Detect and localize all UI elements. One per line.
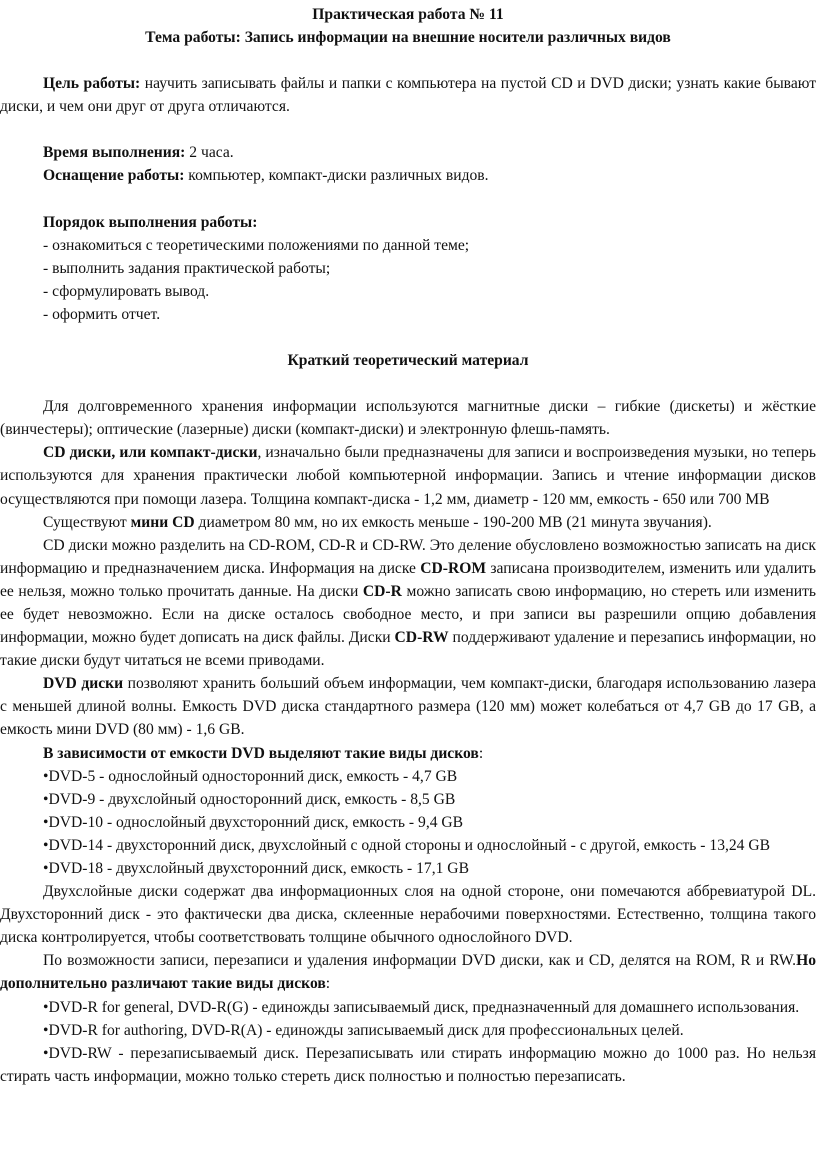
cd-term: CD диски, или компакт-диски <box>43 444 258 462</box>
bullet-icon: • <box>43 767 49 785</box>
list-item-text: DVD-RW - перезаписываемый диск. Перезаписывать или стирать информацию можно до 1000 раз. Но нельзя стирать часть информации, можно только стереть диск полностью и полностью перезаписать. <box>0 1044 816 1085</box>
rw-types-colon: : <box>325 975 331 993</box>
theory-paragraph-dual-layer: Двухслойные диски содержат два информационных слоя на одной стороне, они помечаются аббревиатурой DL. Двухсторонний диск - это фактически два диска, склеенные нерабочими поверхностями. Естественно, толщина такого диска контролируется, чтобы соответствовать толщине обычного однослойного DVD. <box>0 883 816 947</box>
dvd-term: DVD диски <box>43 675 124 693</box>
list-item <box>0 1019 816 1042</box>
bullet-icon: • <box>43 813 49 831</box>
dvd-types-colon: : <box>478 744 484 762</box>
list-item-text: DVD-R for authoring, DVD-R(A) - единожды записываемый диск для профессиональных целей. <box>48 1021 684 1039</box>
bullet-icon: • <box>43 860 49 877</box>
cd-text: , изначально были предназначены для записи и воспроизведения музыки, но теперь используются для хранения практически любой компьютерной информации. Запись и чтение информации дисков осуществляются при помощи лазера. Толщина компакт-диска - 1,2 мм, диаметр - 120 мм, емкость - 650 или 700 MB <box>0 444 816 508</box>
procedure-step: - выполнить задания практической работы; <box>43 259 331 277</box>
goal-paragraph <box>0 72 816 118</box>
cd-types-text-b: записана производителем, изменить или удалить ее нельзя, можно только прочитать данные. На диски <box>0 559 816 600</box>
page-title: Практическая работа № 11 <box>312 6 504 23</box>
time-value: 2 часа. <box>189 144 234 162</box>
procedure-step: - оформить отчет. <box>43 305 161 323</box>
dvd-types-label: В зависимости от емкости DVD выделяют такие виды дисков <box>43 744 479 762</box>
theory-paragraph-1: Для долговременного хранения информации используются магнитные диски – гибкие (дискеты) и жёсткие (винчестеры); оптические (лазерные) диски (компакт-диски) и электронную флешь-память. <box>0 398 816 439</box>
theory-paragraph-dvd <box>0 672 816 741</box>
procedure-step: - сформулировать вывод. <box>43 282 210 300</box>
time-line <box>0 141 816 164</box>
list-item <box>0 811 816 834</box>
list-item-text: DVD-18 - двухслойный двухсторонний диск, емкость - 17,1 GB <box>48 860 469 877</box>
list-item <box>0 857 816 880</box>
theme-label: Тема работы: <box>145 29 241 47</box>
list-item-text: DVD-5 - однослойный односторонний диск, емкость - 4,7 GB <box>48 767 458 785</box>
list-item <box>0 834 816 857</box>
procedure-step: - ознакомиться с теоретическими положениями по данной теме; <box>43 236 470 254</box>
bullet-icon: • <box>43 836 49 854</box>
equipment-value: компьютер, компакт-диски различных видов. <box>188 167 489 185</box>
cd-types-text-a: CD диски можно разделить на CD-ROM, CD-R и CD-RW. Это деление обусловлено возможностью записать на диск информацию и предназначением диска. Информация на диске <box>0 536 816 577</box>
cd-types-text-d: поддерживают удаление и перезапись информации, но такие диски будут читаться не всеми приводами. <box>0 629 816 670</box>
rw-text: По возможности записи, перезаписи и удаления информации DVD диски, как и CD, делятся на ROM, R и RW. <box>43 952 797 970</box>
list-item <box>0 788 816 811</box>
theme-text: Запись информации на внешние носители различных видов <box>244 29 671 47</box>
procedure-label: Порядок выполнения работы: <box>43 213 258 231</box>
equipment-line <box>0 164 816 187</box>
rw-types-label: Но дополнительно различают такие виды дисков <box>0 952 816 993</box>
list-item-text: DVD-10 - однослойный двухсторонний диск, емкость - 9,4 GB <box>48 813 464 831</box>
theory-heading: Краткий теоретический материал <box>287 352 529 370</box>
mini-cd-text-a: Существуют <box>43 513 131 531</box>
cd-rom-term: CD-ROM <box>420 559 487 577</box>
list-item-text: DVD-14 - двухсторонний диск, двухслойный с одной стороны и однослойный - с другой, емкость - 13,24 GB <box>48 836 771 854</box>
cd-r-term: CD-R <box>362 582 402 600</box>
list-item <box>0 996 816 1019</box>
time-label: Время выполнения: <box>43 144 186 162</box>
goal-text: научить записывать файлы и папки с компьютера на пустой CD и DVD диски; узнать какие бывают диски, и чем они друг от друга отличаются. <box>0 75 816 116</box>
dvd-text: позволяют хранить больший объем информации, чем компакт-диски, благодаря использованию лазера с меньшей длиной волны. Емкость DVD диска стандартного размера (120 мм) может колебаться от 4,7 GB до 17 GB, а емкость мини DVD (80 мм) - 1,6 GB. <box>0 675 816 739</box>
bullet-icon: • <box>43 998 49 1016</box>
goal-label: Цель работы: <box>43 75 141 93</box>
mini-cd-text-b: диаметром 80 мм, но их емкость меньше - 190-200 MB (21 минута звучания). <box>194 513 712 531</box>
list-item <box>0 1042 816 1088</box>
dvd-types-intro <box>0 742 816 765</box>
list-item <box>0 765 816 788</box>
list-item-text: DVD-R for general, DVD-R(G) - единожды записываемый диск, предназначенный для домашнего использования. <box>48 998 800 1016</box>
theory-paragraph-cd <box>0 441 816 510</box>
bullet-icon: • <box>43 1044 49 1062</box>
theory-paragraph-mini-cd <box>0 511 816 534</box>
list-item-text: DVD-9 - двухслойный односторонний диск, емкость - 8,5 GB <box>48 790 456 808</box>
theory-paragraph-cd-types <box>0 534 816 673</box>
theory-paragraph-rw <box>0 949 816 995</box>
mini-cd-term: мини CD <box>130 513 195 531</box>
cd-rw-term: CD-RW <box>394 629 449 647</box>
bullet-icon: • <box>43 790 49 808</box>
bullet-icon: • <box>43 1021 49 1039</box>
work-theme <box>0 26 816 49</box>
cd-types-text-c: можно записать свою информацию, но стереть или изменить ее будет невозможно. Если на диске осталось свободное место, и при записи вы разрешили опцию добавления информации, можно будет дописать на диск файлы. Диски <box>0 582 816 647</box>
equipment-label: Оснащение работы: <box>43 167 185 185</box>
